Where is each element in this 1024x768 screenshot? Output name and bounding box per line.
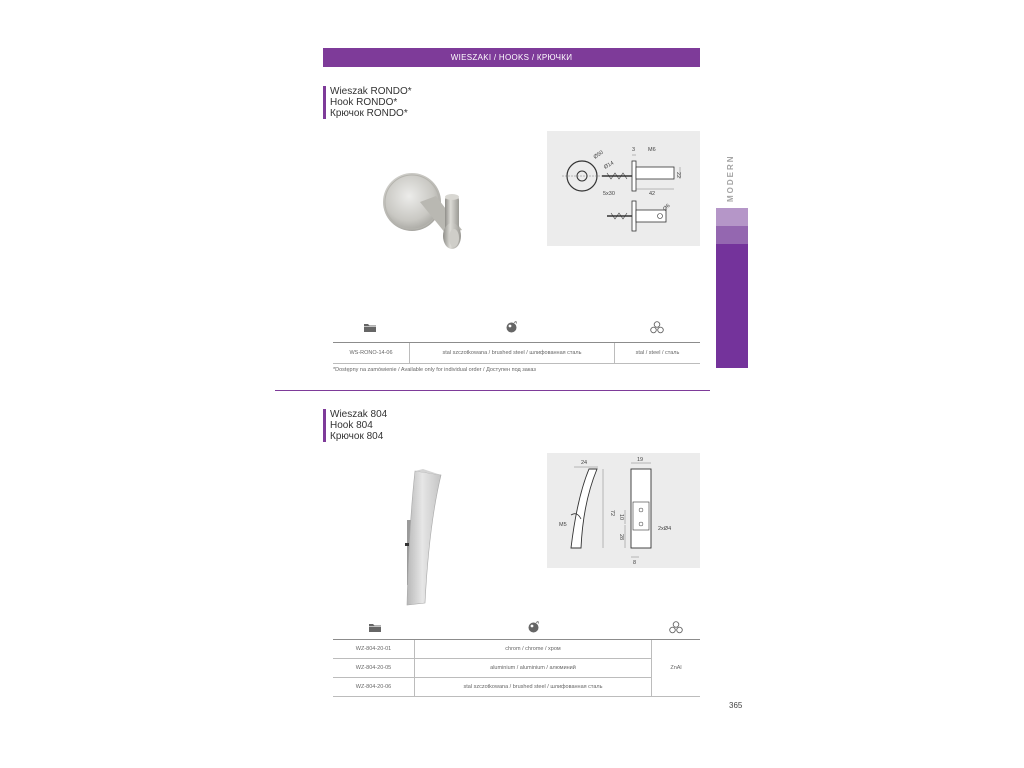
technical-drawing-804 [547, 453, 700, 568]
product-name-ru: Крючок 804 [330, 431, 384, 442]
product-material: ZnAl [670, 665, 682, 671]
product-title-804 [323, 409, 387, 442]
table-rule [333, 658, 651, 659]
folder-icon [363, 322, 377, 333]
dim-label: 2xØ4 [658, 526, 672, 532]
dim-label: M5 [559, 522, 567, 528]
table-rule [333, 363, 700, 364]
section-divider [275, 390, 710, 391]
product-finish: stal szczotkowana / brushed steel / шлифованная сталь [463, 684, 603, 690]
dim-label: 3 [632, 147, 636, 153]
product-photo-804 [395, 465, 445, 610]
product-code: WZ-804-20-06 [355, 684, 392, 690]
category-tab-segment [716, 226, 748, 244]
dim-label: 19 [637, 457, 644, 463]
dim-label: 5x30 [603, 191, 615, 197]
folder-icon [368, 622, 382, 633]
category-tab-segment [716, 244, 748, 368]
table-rule [333, 696, 700, 697]
product-photo-rondo [376, 162, 486, 258]
product-finish: aluminium / aluminium / алюминий [490, 665, 576, 671]
material-icon [649, 321, 665, 334]
dim-label: 10 [618, 514, 624, 521]
product-name-en: Hook 804 [330, 420, 373, 431]
product-finish: chrom / chrome / хром [505, 646, 561, 652]
material-icon [668, 621, 684, 634]
product-code: WS-RONO-14-06 [349, 350, 393, 356]
dim-label: 24 [581, 460, 588, 466]
dim-label: 22 [675, 172, 681, 179]
product-name-ru: Крючок RONDO* [330, 108, 408, 119]
product-title-rondo [323, 86, 412, 119]
product-name-pl: Wieszak 804 [330, 409, 388, 420]
dim-label: 42 [649, 191, 656, 197]
page-number: 365 [729, 701, 743, 710]
finish-icon [505, 321, 518, 333]
dim-label: 8 [633, 560, 637, 566]
dim-label: Ø14 [603, 160, 616, 171]
product-finish: stal szczotkowana / brushed steel / шлифованная сталь [442, 350, 582, 356]
dim-label: 72 [609, 510, 615, 517]
table-rule [333, 342, 700, 343]
product-code: WZ-804-20-05 [355, 665, 392, 671]
product-name-en: Hook RONDO* [330, 97, 398, 108]
dim-label: Ø6 [662, 202, 672, 213]
finish-icon [527, 621, 540, 633]
product-code: WZ-804-20-01 [355, 646, 392, 652]
footnote: *Dostępny na zamówienie / Available only for individual order / Доступен под заказ [333, 367, 536, 373]
technical-drawing-rondo [547, 131, 700, 246]
table-rule [333, 639, 700, 640]
category-tab-segment [716, 208, 748, 226]
section-header: WIESZAKI / HOOKS / КРЮЧКИ [323, 48, 700, 67]
dim-label: M6 [648, 147, 656, 153]
category-tab[interactable] [716, 208, 748, 368]
product-name-pl: Wieszak RONDO* [330, 86, 412, 97]
product-material: stal / steel / сталь [635, 350, 680, 356]
table-rule [333, 677, 651, 678]
dim-label: 28 [618, 534, 624, 541]
category-label: MODERN [726, 154, 735, 202]
dim-label: Ø50 [592, 149, 605, 161]
